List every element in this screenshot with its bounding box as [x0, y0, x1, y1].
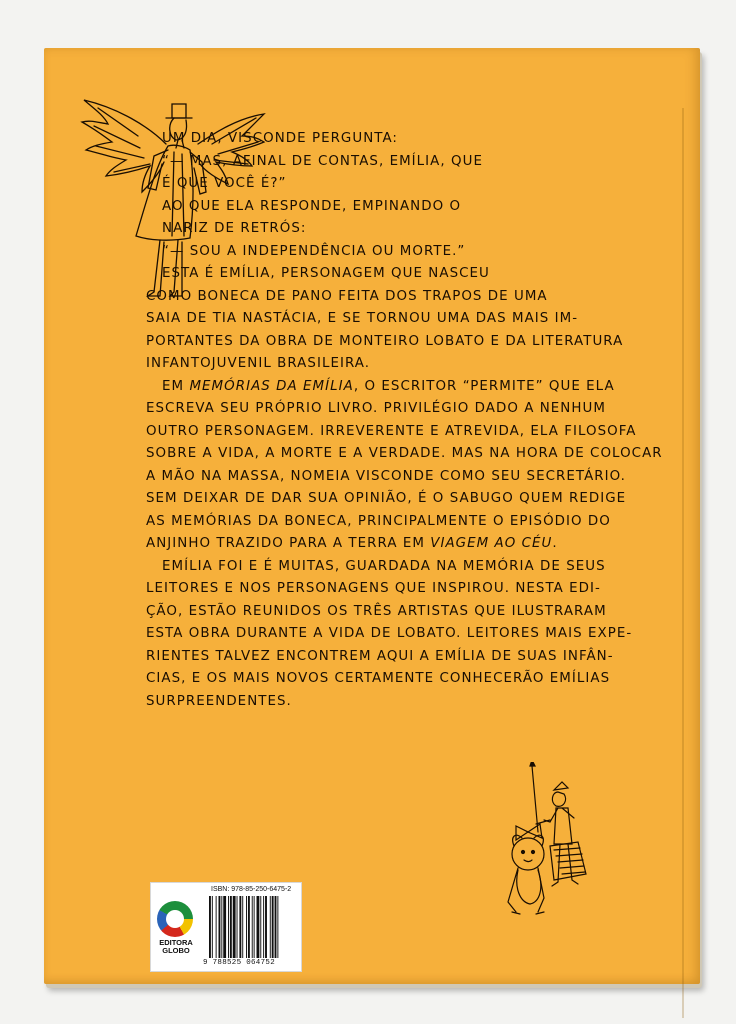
spine-hinge: [682, 108, 684, 1018]
barcode-bar: [223, 896, 226, 958]
barcode-label: [150, 882, 302, 972]
barcode-bar: [252, 896, 253, 958]
barcode-bar: [239, 896, 241, 958]
blurb-line: “— MAS, AFINAL DE CONTAS, EMÍLIA, QUE: [162, 153, 483, 169]
blurb-line: ESTA OBRA DURANTE A VIDA DE LOBATO. LEITORES MAIS EXPE-: [146, 626, 633, 641]
barcode-bar: [265, 896, 267, 958]
blurb-line: RIENTES TALVEZ ENCONTREM AQUI A EMÍLIA DE SUAS INFÂN-: [146, 648, 614, 664]
blurb-line: OUTRO PERSONAGEM. IRREVERENTE E ATREVIDA, ELA FILOSOFA: [146, 423, 637, 439]
publisher-name-line2: GLOBO: [162, 946, 190, 955]
barcode-bar: [237, 896, 238, 958]
barcode-bar: [209, 896, 211, 958]
barcode-bar: [212, 896, 213, 958]
barcode-bar: [248, 896, 250, 958]
blurb-line: “— SOU A INDEPENDÊNCIA OU MORTE.”: [162, 243, 466, 259]
blurb-line: [146, 376, 615, 399]
blurb-line: INFANTOJUVENIL BRASILEIRA.: [146, 356, 371, 371]
blurb-line: ESCREVA SEU PRÓPRIO LIVRO. PRIVILÉGIO DADO A NENHUM: [146, 401, 606, 416]
barcode-bar: [257, 896, 260, 958]
barcode-bar: [277, 896, 278, 958]
blurb-line: SAIA DE TIA NASTÁCIA, E SE TORNOU UMA DAS MAIS IM-: [146, 311, 579, 326]
back-cover-blurb: [146, 128, 663, 713]
barcode-bar: [270, 896, 271, 958]
publisher-name-line1: EDITORA: [159, 938, 193, 947]
blurb-line: AS MEMÓRIAS DA BONECA, PRINCIPALMENTE O EPISÓDIO DO: [146, 513, 611, 529]
publisher-name: [153, 939, 199, 955]
blurb-text: EM: [162, 378, 185, 394]
blurb-line: NARIZ DE RETRÓS:: [162, 221, 307, 236]
barcode-bar: [263, 896, 264, 958]
blurb-text: .: [552, 536, 558, 551]
blurb-line: UM DIA, VISCONDE PERGUNTA:: [162, 131, 398, 146]
barcode-bar: [260, 896, 261, 958]
barcode-bar: [230, 896, 232, 958]
barcode-bar: [216, 896, 217, 958]
barcode-bar: [254, 896, 255, 958]
book-title-memorias: MEMÓRIAS DA EMÍLIA: [189, 378, 354, 394]
publisher-logo-icon: [157, 901, 193, 937]
blurb-line: A MÃO NA MASSA, NOMEIA VISCONDE COMO SEU SECRETÁRIO.: [146, 468, 626, 484]
blurb-line: SURPREENDENTES.: [146, 693, 292, 709]
blurb-line: ÇÃO, ESTÃO REUNIDOS OS TRÊS ARTISTAS QUE ILUSTRARAM: [146, 603, 607, 619]
barcode-digits: 9 788525 064752: [203, 959, 276, 967]
blurb-line: [146, 533, 596, 556]
isbn-label: ISBN: 978-85-250-6475-2: [211, 886, 292, 893]
barcode-bar: [242, 896, 243, 958]
barcode-bar: [233, 896, 236, 958]
blurb-line: EMÍLIA FOI E É MUITAS, GUARDADA NA MEMÓRIA DE SEUS: [162, 558, 606, 574]
blurb-line: É QUE VOCÊ É?”: [162, 176, 287, 191]
barcode-bar: [221, 896, 222, 958]
barcode-bar: [275, 896, 277, 958]
barcode-bar: [272, 896, 274, 958]
blurb-line: SEM DEIXAR DE DAR SUA OPINIÃO, É O SABUGO QUEM REDIGE: [146, 491, 627, 506]
barcode-bars: [209, 896, 297, 958]
blurb-text: , O ESCRITOR “PERMITE” QUE ELA: [353, 378, 615, 394]
blurb-text: ANJINHO TRAZIDO PARA A TERRA EM: [146, 536, 425, 551]
barcode-bar: [228, 896, 229, 958]
barcode-bar: [219, 896, 221, 958]
barcode-bar: [246, 896, 247, 958]
blurb-line: COMO BONECA DE PANO FEITA DOS TRAPOS DE UMA: [146, 288, 548, 304]
blurb-line: PORTANTES DA OBRA DE MONTEIRO LOBATO E DA LITERATURA: [146, 333, 624, 349]
book-title-viagem: VIAGEM AO CÉU: [430, 536, 553, 551]
blurb-line: CIAS, E OS MAIS NOVOS CERTAMENTE CONHECERÃO EMÍLIAS: [146, 671, 611, 686]
blurb-line: LEITORES E NOS PERSONAGENS QUE INSPIROU. NESTA EDI-: [146, 581, 601, 596]
blurb-line: AO QUE ELA RESPONDE, EMPINANDO O: [162, 198, 462, 214]
emilia-and-doll-illustration: [498, 762, 602, 922]
blurb-line: SOBRE A VIDA, A MORTE E A VERDADE. MAS NA HORA DE COLOCAR: [146, 446, 663, 461]
blurb-line: ESTA É EMÍLIA, PERSONAGEM QUE NASCEU: [162, 266, 490, 281]
